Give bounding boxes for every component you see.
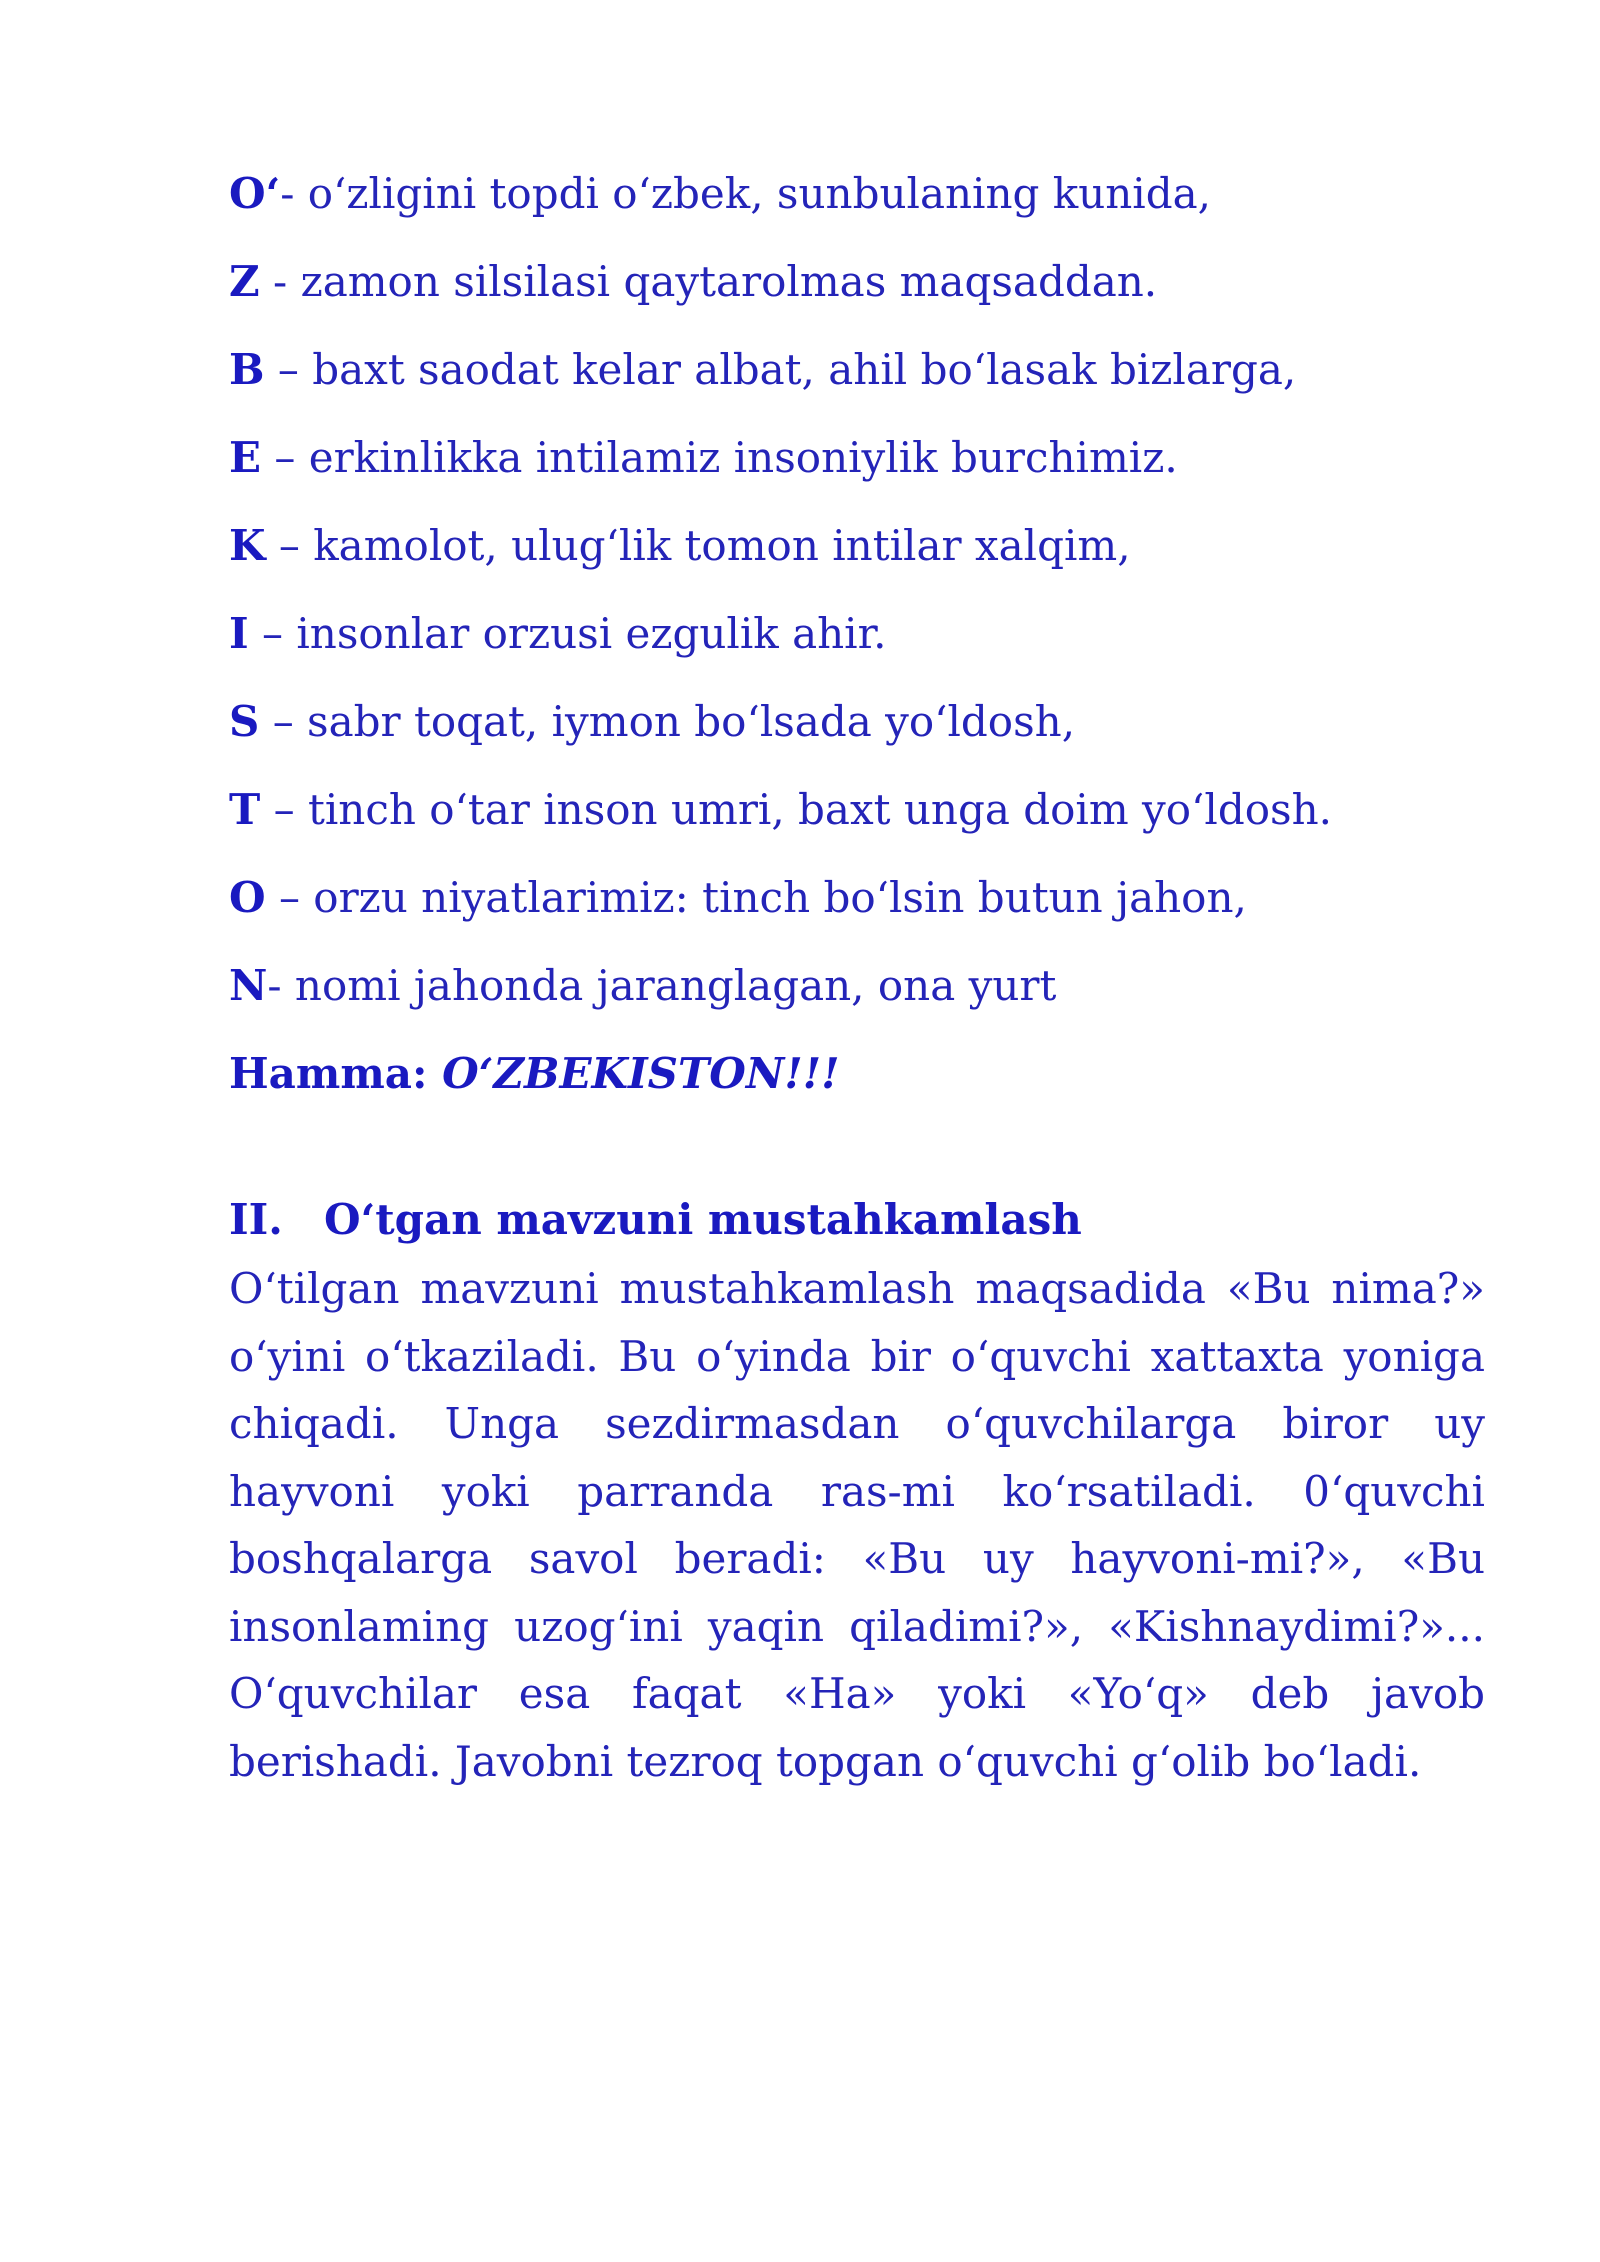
poem-initial: N bbox=[229, 961, 268, 1010]
poem-line-text: – tinch o‘tar inson umri, baxt unga doim yo‘ldosh. bbox=[260, 785, 1332, 834]
poem-line-text: - nomi jahonda jaranglagan, ona yurt bbox=[267, 961, 1057, 1010]
acrostic-poem bbox=[229, 150, 1479, 1118]
poem-initial: S bbox=[229, 697, 260, 746]
poem-initial: K bbox=[229, 521, 266, 570]
poem-initial: B bbox=[229, 345, 265, 394]
poem-line-text: - zamon silsilasi qaytarolmas maqsaddan. bbox=[259, 257, 1158, 306]
poem-line-text: - o‘zligini topdi o‘zbek, sunbulaning kunida, bbox=[280, 169, 1212, 218]
poem-line bbox=[229, 854, 1479, 942]
poem-initial: T bbox=[229, 785, 261, 834]
hamma-line bbox=[229, 1030, 1479, 1118]
section-title: O‘tgan mavzuni mustahkamlash bbox=[324, 1195, 1082, 1244]
poem-line bbox=[229, 150, 1479, 238]
poem-line-text: – kamolot, ulug‘lik tomon intilar xalqim, bbox=[265, 521, 1131, 570]
poem-line-text: – orzu niyatlarimiz: tinch bo‘lsin butun jahon, bbox=[265, 873, 1247, 922]
section-paragraph: O‘tilgan mavzuni mustahkamlash maqsadida «Bu nima?» o‘yini o‘tkaziladi. Bu o‘yinda bir o‘quvchi xattaxta yoniga chiqadi. Unga sezdirmasdan o‘quvchilarga biror uy hayvoni yoki parranda ras-mi ko‘rsatiladi. 0‘quvchi boshqalarga savol beradi: «Bu uy hayvoni-mi?», «Bu insonlaming uzog‘ini yaqin qiladimi?», «Kishnaydimi?»... O‘quvchilar esa faqat «Ha» yoki «Yo‘q» deb javob berishadi. Javobni tezroq topgan o‘quvchi g‘olib bo‘ladi. bbox=[229, 1264, 1485, 1786]
section-number: II. bbox=[229, 1195, 283, 1244]
section-ii bbox=[229, 1185, 1485, 1837]
section-heading bbox=[229, 1185, 1485, 1255]
poem-line bbox=[229, 414, 1479, 502]
poem-line bbox=[229, 326, 1479, 414]
hamma-label: Hamma: bbox=[229, 1049, 443, 1098]
poem-line bbox=[229, 238, 1479, 326]
poem-line-text: – insonlar orzusi ezgulik ahir. bbox=[248, 609, 887, 658]
poem-line-text: – baxt saodat kelar albat, ahil bo‘lasak bizlarga, bbox=[264, 345, 1297, 394]
poem-initial: E bbox=[229, 433, 262, 482]
hamma-shout: O‘ZBEKISTON!!! bbox=[442, 1049, 840, 1098]
poem-initial: I bbox=[229, 609, 249, 658]
poem-line bbox=[229, 502, 1479, 590]
poem-line bbox=[229, 590, 1479, 678]
poem-line bbox=[229, 942, 1479, 1030]
poem-initial: O bbox=[229, 873, 266, 922]
poem-line bbox=[229, 766, 1479, 854]
poem-line-text: – sabr toqat, iymon bo‘lsada yo‘ldosh, bbox=[259, 697, 1076, 746]
poem-initial: Z bbox=[229, 257, 260, 306]
poem-initial: O‘ bbox=[229, 169, 281, 218]
poem-line bbox=[229, 678, 1479, 766]
poem-line-text: – erkinlikka intilamiz insoniylik burchimiz. bbox=[261, 433, 1178, 482]
